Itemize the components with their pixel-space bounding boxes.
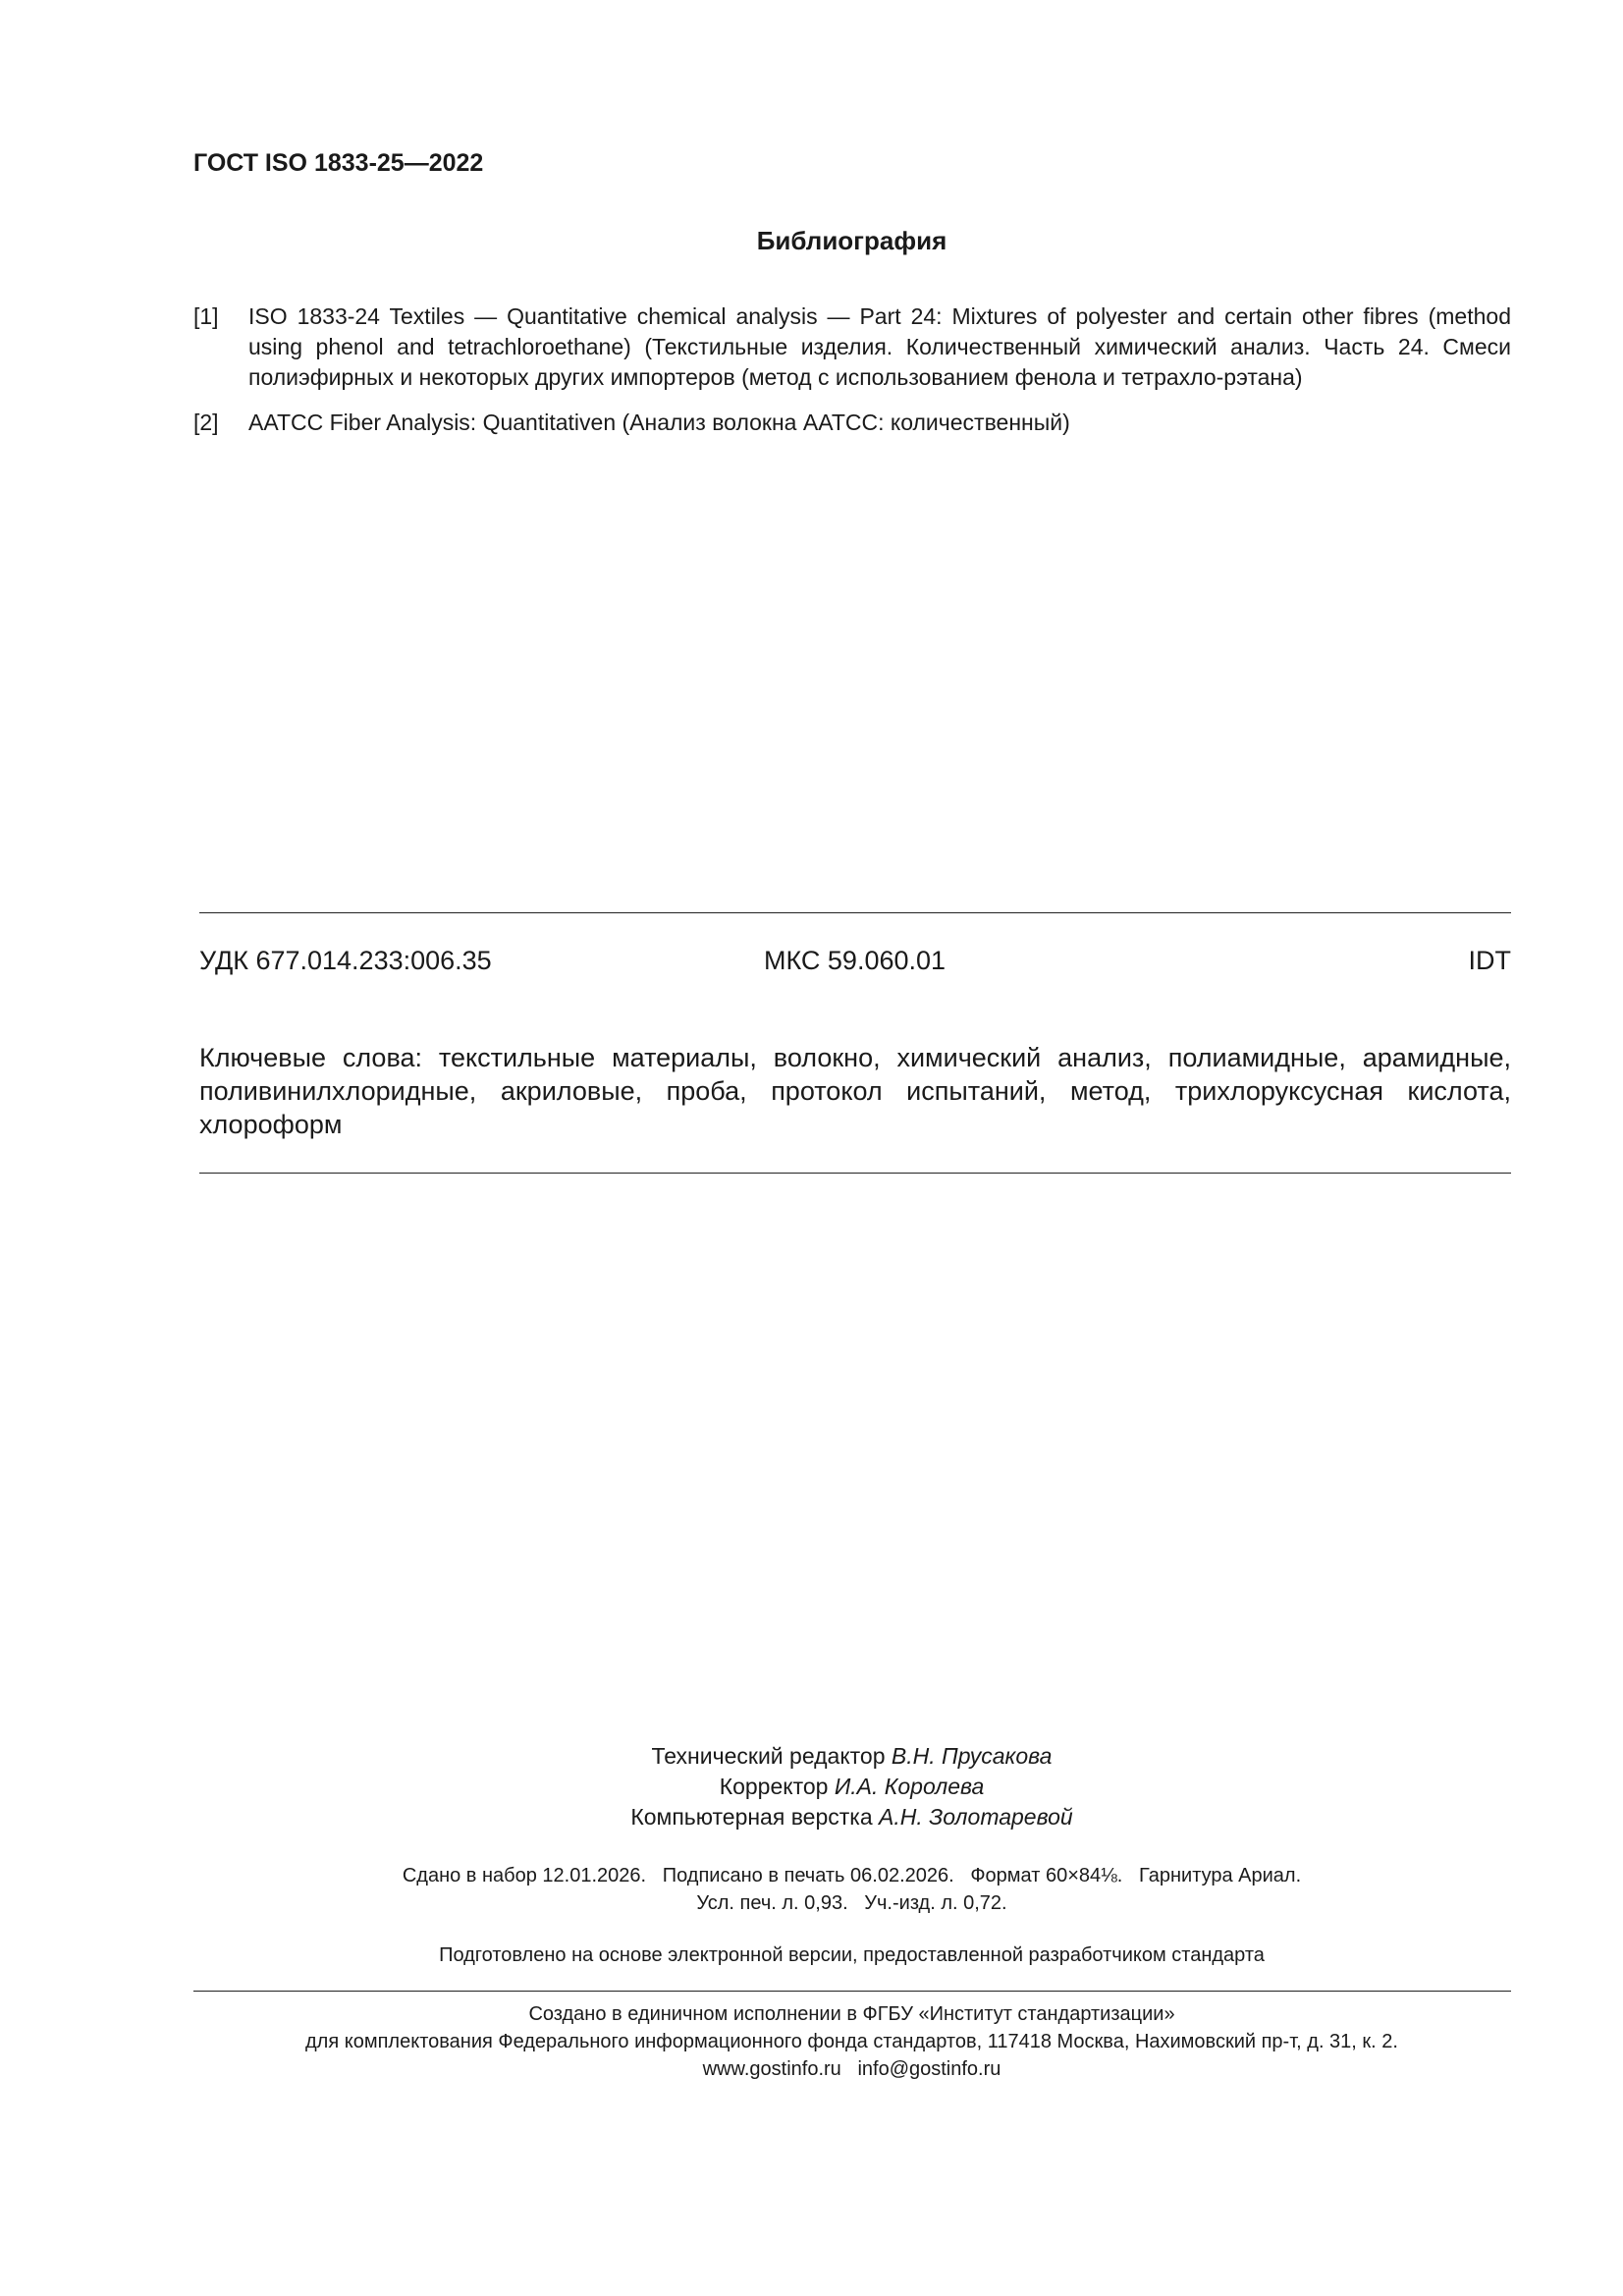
created-line: для комплектования Федерального информационного фонда стандартов, 117418 Москва, Нахимовский пр-т, д. 31, к. 2. [305,2031,1398,2052]
reference-item [193,408,1511,438]
tech-editor-line [0,1741,1623,1772]
website-email-line: www.gostinfo.ru info@gostinfo.ru [702,2058,1001,2080]
tech-editor-label: Технический редактор [651,1743,886,1769]
reference-item [193,301,1511,393]
publication-sheets-line: Усл. печ. л. 0,93. Уч.-изд. л. 0,72. [696,1892,1007,1914]
prepared-note: Подготовлено на основе электронной версии, предоставленной разработчиком стандарта [439,1944,1265,1966]
credits-block [0,1741,1623,1832]
udk-code: УДК 677.014.233:006.35 [199,946,492,975]
divider-line [199,912,1511,913]
corrector-line [0,1772,1623,1802]
reference-number: [1] [193,303,219,329]
keywords-paragraph: Ключевые слова: текстильные материалы, волокно, химический анализ, полиамидные, арамидные, поливинилхлоридные, акриловые, проба, протокол испытаний, метод, трихлоруксусная кислота, хлороформ [199,1043,1511,1139]
reference-number: [2] [193,410,219,435]
reference-text: AATCC Fiber Analysis: Quantitativen (Анализ волокна AATCC: количественный) [248,410,1070,435]
publication-info [0,1862,1623,1917]
bibliography-title: Библиография [756,226,947,255]
reference-text: ISO 1833-24 Textiles — Quantitative chemical analysis — Part 24: Mixtures of polyester and certain other fibres (method using phenol and tetrachloroethane) (Текстильные изделия. Количественный химический анализ. Часть 24. Смеси полиэфирных и некоторых других импортеров (метод с использованием фенола и тетрахло-рэтана) [248,303,1511,390]
corrector-label: Корректор [719,1774,829,1799]
corrector-name: И.А. Королева [834,1774,985,1799]
standard-id-header: ГОСТ ISO 1833-25—2022 [193,149,484,177]
tech-editor-name: В.Н. Прусакова [891,1743,1053,1769]
created-line: Создано в единичном исполнении в ФГБУ «Институт стандартизации» [528,2003,1175,2025]
divider-line [199,1173,1511,1174]
mks-code: МКС 59.060.01 [764,946,947,975]
divider-line [193,1991,1511,1992]
harmonization-code: IDT [1468,946,1511,975]
reference-list [193,301,1511,453]
created-note [0,2000,1623,2083]
publication-dates-line: Сдано в набор 12.01.2026. Подписано в печать 06.02.2026. Формат 60×84⅛. Гарнитура Ариал. [402,1865,1302,1886]
layout-line [0,1802,1623,1832]
layout-label: Компьютерная верстка [630,1804,873,1830]
layout-name: А.Н. Золотаревой [879,1804,1073,1830]
